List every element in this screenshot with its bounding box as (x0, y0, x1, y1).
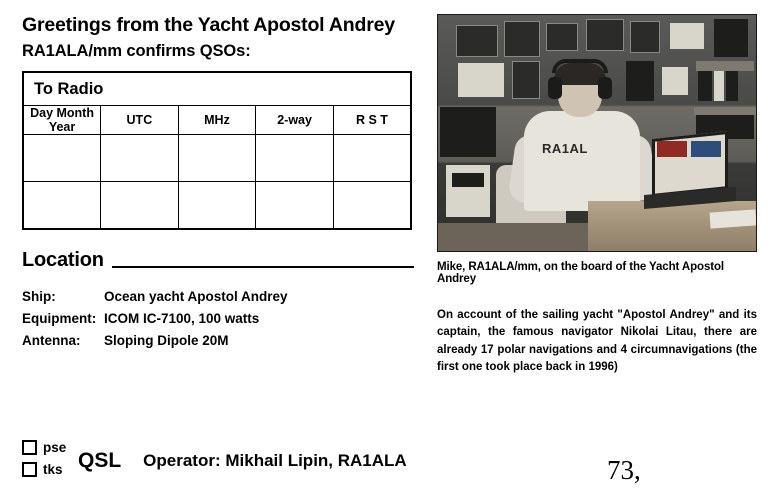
photo-wall-plaque (504, 21, 540, 57)
photo-papers (709, 209, 756, 228)
cell-date[interactable] (23, 182, 101, 230)
photo-radio-equipment (440, 107, 496, 157)
checkbox-pse[interactable] (22, 440, 37, 455)
photo-torso (524, 111, 640, 211)
detail-row-ship (22, 286, 422, 308)
photo-desk-left (438, 223, 598, 252)
cell-utc[interactable] (101, 135, 179, 182)
detail-key-antenna: Antenna: (22, 333, 81, 349)
table-row[interactable] (23, 182, 411, 230)
location-details (22, 286, 422, 352)
photo-laptop-window-red (657, 141, 687, 157)
checkbox-row-pse[interactable] (22, 436, 76, 458)
page-subtitle: RA1ALA/mm confirms QSOs: (22, 42, 251, 61)
detail-key-ship: Ship: (22, 289, 56, 305)
page-title: Greetings from the Yacht Apostol Andrey (22, 14, 395, 36)
column-header-mhz: MHz (178, 106, 256, 135)
photo-shelf (696, 61, 754, 71)
operator-line: Operator: Mikhail Lipin, RA1ALA (143, 451, 407, 470)
checkbox-group (22, 436, 76, 480)
photo-wall-certificate (662, 67, 688, 95)
photo-headset-cup-right (598, 77, 612, 99)
detail-row-antenna (22, 330, 422, 352)
photo-wall-plaque (512, 61, 540, 99)
photo-wall-certificate (458, 63, 504, 97)
headset-icon (552, 59, 608, 73)
cell-mhz[interactable] (178, 135, 256, 182)
photo-operator-at-radio (437, 14, 757, 252)
qso-table-section-header: To Radio (23, 72, 411, 106)
checkbox-tks[interactable] (22, 462, 37, 477)
cell-utc[interactable] (101, 182, 179, 230)
checkbox-label-tks: tks (43, 461, 63, 477)
detail-row-equipment (22, 308, 422, 330)
photo-shelf (694, 107, 756, 115)
column-header-rst: R S T (333, 106, 411, 135)
qsl-label: QSL (78, 449, 122, 472)
photo-wall-plaque (456, 25, 498, 57)
location-section (22, 250, 414, 272)
left-column (22, 14, 422, 352)
photo-wall-plaque (630, 21, 660, 53)
description-text: On account of the sailing yacht "Apostol Andrey" and its captain, the famous navigator Nikolai Litau, there are already 17 polar navigations and 4 circumnavigations (the first one took place back in 1996) (437, 309, 757, 373)
photo-laptop-window-blue (691, 141, 721, 157)
location-write-in-rule[interactable] (112, 266, 414, 268)
photo-headset-cup-left (548, 77, 562, 99)
qso-table-header-row (23, 106, 411, 135)
photo-shelf-book (698, 71, 712, 101)
detail-value-equipment: ICOM IC-7100, 100 watts (104, 311, 260, 327)
cell-rst[interactable] (333, 135, 411, 182)
photo-wall-certificate (670, 23, 704, 49)
qso-table (22, 71, 412, 230)
cell-mhz[interactable] (178, 182, 256, 230)
column-header-utc: UTC (101, 106, 179, 135)
photo-wall-plaque (546, 23, 578, 51)
cell-rst[interactable] (333, 182, 411, 230)
footer-line (22, 436, 407, 480)
qso-table-section-header-row (23, 72, 411, 106)
photo-wall-frame (714, 19, 748, 57)
detail-key-equipment: Equipment: (22, 311, 97, 327)
right-column (437, 14, 757, 376)
table-row[interactable] (23, 135, 411, 182)
photo-wall-frame (626, 61, 654, 101)
photo-shelf-book (726, 71, 738, 101)
photo-caption: Mike, RA1ALA/mm, on the board of the Yacht Apostol Andrey (437, 261, 724, 285)
cell-2way[interactable] (256, 182, 334, 230)
checkbox-row-tks[interactable] (22, 458, 76, 480)
photo-shelf-book (714, 71, 724, 101)
cell-date[interactable] (23, 135, 101, 182)
detail-value-antenna: Sloping Dipole 20M (104, 333, 229, 349)
cell-2way[interactable] (256, 135, 334, 182)
photo-shirt-callsign: RA1AL (542, 141, 588, 156)
photo-transceiver-display (452, 173, 484, 187)
column-header-date: Day Month Year (23, 106, 101, 135)
seventy-three-signoff: 73, (607, 455, 641, 485)
photo-wall-plaque (586, 19, 624, 51)
column-header-2way: 2-way (256, 106, 334, 135)
detail-value-ship: Ocean yacht Apostol Andrey (104, 289, 288, 305)
location-heading: Location (22, 249, 104, 272)
checkbox-label-pse: pse (43, 439, 67, 455)
